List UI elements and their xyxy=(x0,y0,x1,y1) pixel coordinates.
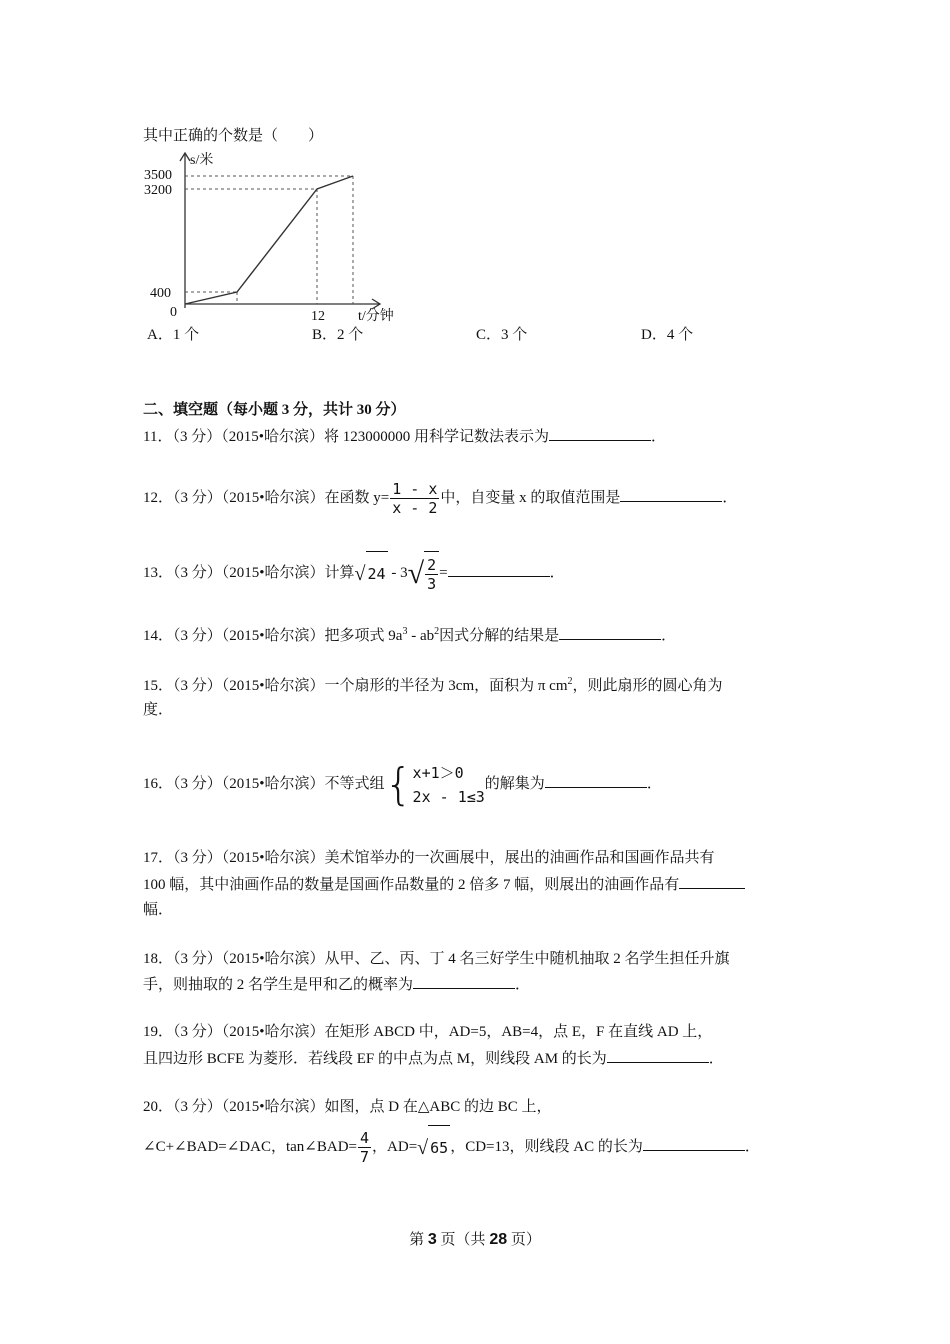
q17-line2: 100 幅，其中油画作品的数量是国画作品数量的 2 倍多 7 幅，则展出的油画作品有 xyxy=(143,877,680,893)
origin-label: 0 xyxy=(170,305,177,320)
q16-meta: （3 分）（2015•哈尔滨） xyxy=(173,776,325,792)
q15-line1-end: ，则此扇形的圆心角为 xyxy=(572,678,723,694)
q12-denominator: x - 2 xyxy=(392,499,438,518)
option-d[interactable] xyxy=(641,325,693,345)
q15-number: 15． xyxy=(143,678,174,694)
q20-frac-num: 4 xyxy=(360,1129,370,1148)
q13-equals: = xyxy=(439,565,448,581)
option-a-text: 1 个 xyxy=(172,327,200,343)
q14-meta: （3 分）（2015•哈尔滨） xyxy=(173,628,325,644)
q20-end: ． xyxy=(744,1139,760,1155)
q15-line2: 度． xyxy=(143,702,174,718)
q12-numerator: 1 - x xyxy=(392,480,438,499)
y-axis-label: s/米 xyxy=(190,153,214,168)
option-d-text: 4 个 xyxy=(666,327,694,343)
q19-number: 19． xyxy=(143,1024,174,1040)
q18-number: 18． xyxy=(143,951,174,967)
q11-text: 将 123000000 用科学记数法表示为 xyxy=(323,429,549,445)
q13-frac-den: 3 xyxy=(427,575,437,594)
q14-mid: - ab xyxy=(407,628,435,644)
option-b-text: 2 个 xyxy=(337,327,364,343)
q17-meta: （3 分）（2015•哈尔滨） xyxy=(173,850,325,866)
q14-number: 14． xyxy=(143,628,174,644)
question-19-line-2 xyxy=(143,1048,724,1069)
q16-number: 16． xyxy=(143,776,174,792)
q14-pre: 把多项式 9a xyxy=(324,628,403,644)
q13-meta: （3 分）（2015•哈尔滨） xyxy=(173,565,325,581)
q20-answer-blank[interactable] xyxy=(643,1136,745,1151)
q15-exp: 2 xyxy=(567,676,573,687)
option-c-text: 3 个 xyxy=(501,327,528,343)
q13-answer-blank[interactable] xyxy=(448,562,550,577)
option-c-letter: C． xyxy=(476,327,502,343)
q20-line1: 如图，点 D 在△ABC 的边 BC 上， xyxy=(324,1099,552,1115)
q14-exp1: 3 xyxy=(402,626,408,637)
page-footer xyxy=(0,1230,950,1250)
q18-line2: 手，则抽取的 2 名学生是甲和乙的概率为 xyxy=(143,977,414,993)
option-a[interactable] xyxy=(147,325,199,345)
question-18-line-2 xyxy=(143,974,530,995)
y-tick-3200: 3200 xyxy=(144,183,172,198)
footer-page-number: 3 xyxy=(427,1231,437,1248)
option-b[interactable] xyxy=(312,325,363,345)
question-14 xyxy=(143,625,676,646)
q11-number: 11． xyxy=(143,429,173,445)
q20-l2b: ，AD= xyxy=(372,1139,418,1155)
q13-radicand-1: 24 xyxy=(366,551,388,596)
question-19-line-1 xyxy=(143,1022,712,1042)
q20-l2c: ，CD=13，则线段 AC 的长为 xyxy=(450,1139,643,1155)
q14-end: ． xyxy=(661,628,677,644)
question-16 xyxy=(143,760,662,809)
question-17-line-1 xyxy=(143,848,715,868)
q20-meta: （3 分）（2015•哈尔滨） xyxy=(173,1099,325,1115)
q12-end: ． xyxy=(722,490,738,506)
q12-fraction xyxy=(390,480,439,517)
q20-radicand: 65 xyxy=(428,1125,450,1170)
q16-inequality-system: { x+1＞0 2x - 1≤3 xyxy=(384,758,485,810)
x-tick-12: 12 xyxy=(311,309,325,324)
q19-line2: 且四边形 BCFE 为菱形．若线段 EF 的中点为点 M，则线段 AM 的长为 xyxy=(143,1051,607,1067)
x-axis-label: t/分钟 xyxy=(358,309,394,324)
q19-end: ． xyxy=(708,1051,724,1067)
footer-total-pages: 28 xyxy=(489,1231,508,1248)
question-20-line-1 xyxy=(143,1097,552,1117)
q20-fraction xyxy=(358,1129,371,1166)
section-title: 二、填空题（每小题 3 分，共计 30 分） xyxy=(143,402,406,418)
q18-answer-blank[interactable] xyxy=(413,974,515,989)
q12-pre: 在函数 y= xyxy=(324,490,390,506)
question-17-line-2 xyxy=(143,874,745,895)
q11-answer-blank[interactable] xyxy=(549,426,651,441)
q19-answer-blank[interactable] xyxy=(607,1048,709,1063)
q17-line3: 幅． xyxy=(143,902,174,918)
q16-post: 的解集为 xyxy=(484,776,545,792)
footer-pre: 第 xyxy=(409,1232,428,1248)
q17-answer-blank[interactable] xyxy=(679,874,745,889)
q18-line1: 从甲、乙、丙、丁 4 名三好学生中随机抽取 2 名学生担任升旗 xyxy=(324,951,730,967)
question-18-line-1 xyxy=(143,949,730,969)
q13-number: 13． xyxy=(143,565,174,581)
q19-line1: 在矩形 ABCD 中，AD=5，AB=4，点 E，F 在直线 AD 上， xyxy=(324,1024,713,1040)
footer-post: 页） xyxy=(507,1232,541,1248)
q12-number: 12． xyxy=(143,490,174,506)
q12-answer-blank[interactable] xyxy=(620,487,722,502)
q14-post: 因式分解的结果是 xyxy=(439,628,560,644)
question-11 xyxy=(143,426,666,447)
distance-time-graph xyxy=(140,148,430,330)
q13-sqrt-24: √ 24 xyxy=(355,551,388,596)
q19-meta: （3 分）（2015•哈尔滨） xyxy=(173,1024,325,1040)
q20-l2a: ∠C+∠BAD=∠DAC，tan∠BAD= xyxy=(143,1139,357,1155)
q16-row-1: x+1＞0 xyxy=(412,763,464,782)
q18-end: ． xyxy=(515,977,531,993)
question-13 xyxy=(143,551,565,596)
q20-number: 20． xyxy=(143,1099,174,1115)
q13-frac-num: 2 xyxy=(427,556,437,575)
q15-meta: （3 分）（2015•哈尔滨） xyxy=(173,678,325,694)
q11-meta: （3 分）（2015•哈尔滨） xyxy=(172,429,324,445)
q13-pre: 计算 xyxy=(324,565,355,581)
footer-mid: 页（共 xyxy=(436,1232,490,1248)
q17-line1: 美术馆举办的一次画展中，展出的油画作品和国画作品共有 xyxy=(324,850,715,866)
q13-sqrt-fraction: √ $\frac{2}{3}$ xyxy=(408,551,440,596)
q17-number: 17． xyxy=(143,850,174,866)
q11-end: ． xyxy=(650,429,666,445)
q14-answer-blank[interactable] xyxy=(559,625,661,640)
q15-line1: 一个扇形的半径为 3cm，面积为 π cm xyxy=(324,678,568,694)
option-d-letter: D． xyxy=(641,327,667,343)
q12-post: 中，自变量 x 的取值范围是 xyxy=(440,490,621,506)
y-tick-3500: 3500 xyxy=(144,168,172,183)
question-stem: 其中正确的个数是（ ） xyxy=(143,128,324,144)
q16-answer-blank[interactable] xyxy=(545,773,647,788)
option-c[interactable] xyxy=(476,325,527,345)
question-15-line-1 xyxy=(143,676,723,696)
q16-row-2: 2x - 1≤3 xyxy=(412,787,485,806)
q12-meta: （3 分）（2015•哈尔滨） xyxy=(173,490,325,506)
q14-exp2: 2 xyxy=(434,626,440,637)
option-a-letter: A． xyxy=(147,327,173,343)
question-12 xyxy=(143,476,737,520)
q13-end: ． xyxy=(549,565,565,581)
option-b-letter: B． xyxy=(312,327,338,343)
q18-meta: （3 分）（2015•哈尔滨） xyxy=(173,951,325,967)
q16-end: ． xyxy=(646,776,662,792)
question-20-line-2 xyxy=(143,1125,760,1170)
q13-mid: - 3 xyxy=(387,565,408,581)
q16-pre: 不等式组 xyxy=(324,776,385,792)
q20-frac-den: 7 xyxy=(360,1148,370,1167)
graph-line xyxy=(185,176,353,304)
q20-sqrt-65: √ 65 xyxy=(417,1125,450,1170)
y-tick-400: 400 xyxy=(150,286,171,301)
